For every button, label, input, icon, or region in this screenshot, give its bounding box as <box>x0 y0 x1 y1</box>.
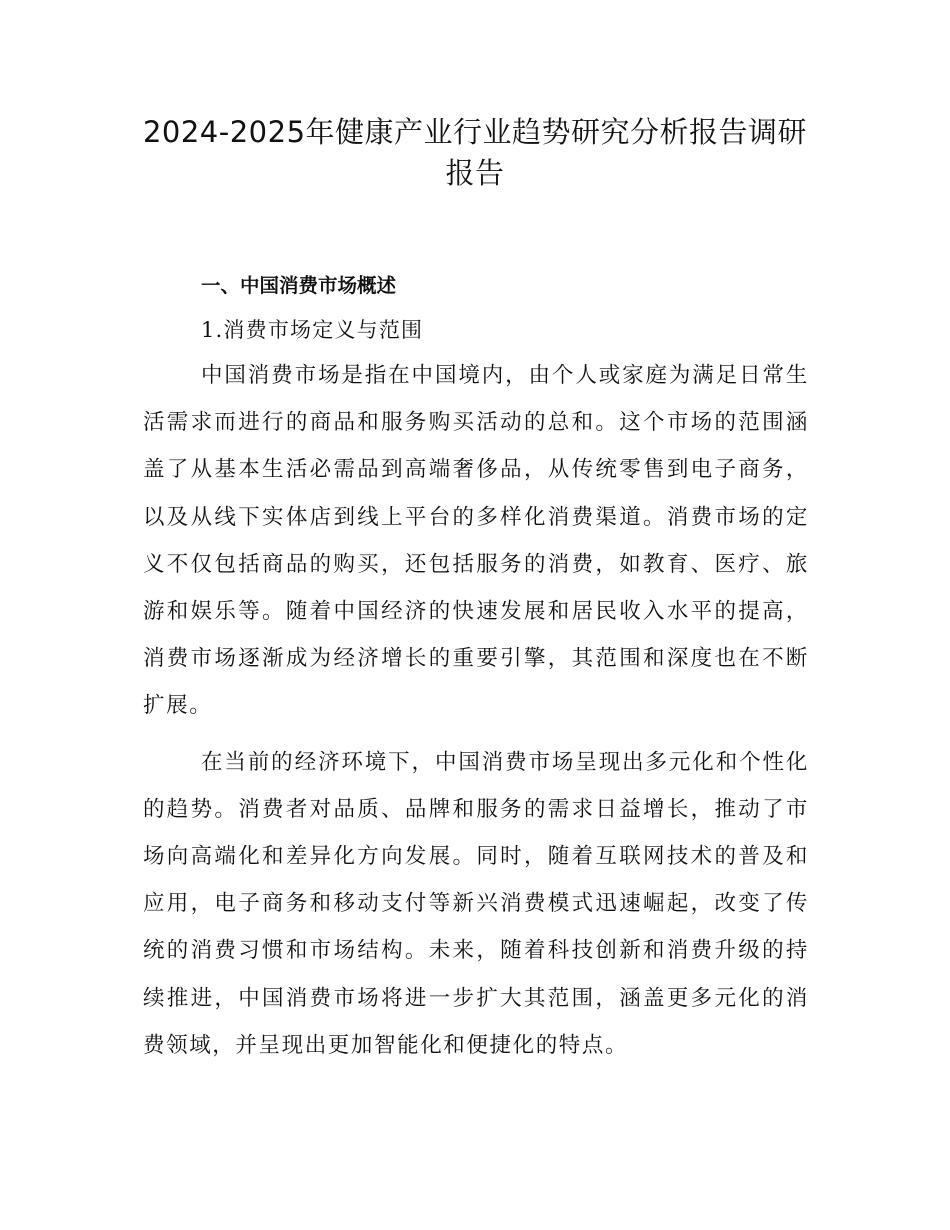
paragraph-2: 在当前的经济环境下，中国消费市场呈现出多元化和个性化的趋势。消费者对品质、品牌和服务的需求日益增长，推动了市场向高端化和差异化方向发展。同时，随着互联网技术的普及和应用，电子商务和移动支付等新兴消费模式迅速崛起，改变了传统的消费习惯和市场结构。未来，随着科技创新和消费升级的持续推进，中国消费市场将进一步扩大其范围，涵盖更多元化的消费领域，并呈现出更加智能化和便捷化的特点。 <box>143 749 809 1058</box>
sub-heading: 1.消费市场定义与范围 <box>201 318 424 342</box>
section-heading: 一、中国消费市场概述 <box>201 274 397 297</box>
document-body <box>143 270 809 1069</box>
document-title: 2024-2025年健康产业行业趋势研究分析报告调研报告 <box>142 115 808 190</box>
paragraph-1: 中国消费市场是指在中国境内，由个人或家庭为满足日常生活需求而进行的商品和服务购买活动的总和。这个市场的范围涵盖了从基本生活必需品到高端奢侈品，从传统零售到电子商务，以及从线下实体店到线上平台的多样化消费渠道。消费市场的定义不仅包括商品的购买，还包括服务的消费，如教育、医疗、旅游和娱乐等。随着中国经济的快速发展和居民收入水平的提高，消费市场逐渐成为经济增长的重要引擎，其范围和深度也在不断扩展。 <box>143 363 809 719</box>
